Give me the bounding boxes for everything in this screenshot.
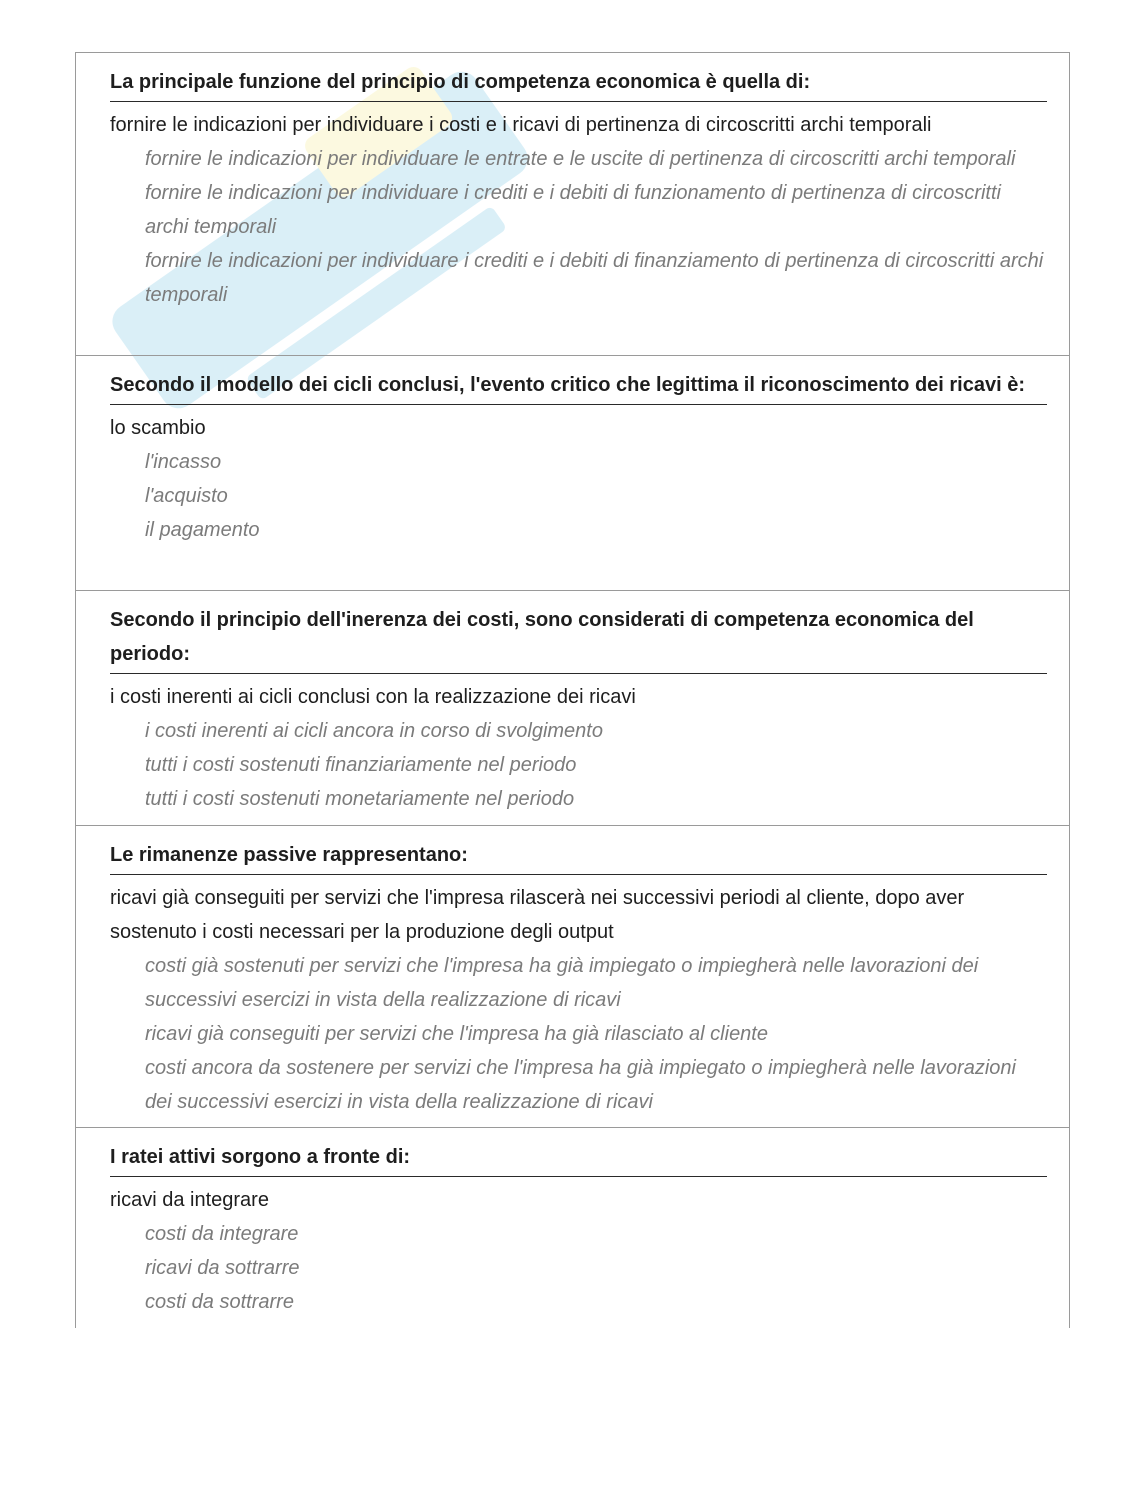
correct-answer: ricavi già conseguiti per servizi che l'impresa rilascerà nei successivi periodi al cliente, dopo aver sostenuto i costi necessari per la produzione degli output [110,887,965,943]
wrong-option: tutti i costi sostenuti finanziariamente nel periodo [145,754,577,776]
question-block-4 [76,826,1069,1119]
correct-answer: lo scambio [110,417,206,439]
wrong-option: costi da integrare [145,1223,299,1245]
correct-answer: i costi inerenti ai cicli conclusi con la realizzazione dei ricavi [110,686,636,708]
wrong-option: ricavi già conseguiti per servizi che l'impresa ha già rilasciato al cliente [145,1023,768,1045]
wrong-option: costi ancora da sostenere per servizi che l'impresa ha già impiegato o impiegherà nelle lavorazioni dei successivi esercizi in vista della realizzazione di ricavi [145,1057,1016,1113]
wrong-option: costi già sostenuti per servizi che l'impresa ha già impiegato o impiegherà nelle lavorazioni dei successivi esercizi in vista della realizzazione di ricavi [145,955,979,1011]
correct-answer: fornire le indicazioni per individuare i costi e i ricavi di pertinenza di circoscritti archi temporali [110,114,932,136]
quiz-sheet [75,52,1070,1328]
question-block-5 [76,1128,1069,1319]
wrong-option: ricavi da sottrarre [145,1257,300,1279]
wrong-option: l'incasso [145,451,222,473]
wrong-option: il pagamento [145,519,260,541]
wrong-option: fornire le indicazioni per individuare i crediti e i debiti di finanziamento di pertinenza di circoscritti archi temporali [145,250,1044,306]
question-text: La principale funzione del principio di competenza economica è quella di: [110,53,1047,102]
question-block-2 [76,356,1069,547]
question-block-1 [76,53,1069,312]
question-text: I ratei attivi sorgono a fronte di: [110,1128,1047,1177]
question-text: Secondo il modello dei cicli conclusi, l'evento critico che legittima il riconoscimento dei ricavi è: [110,356,1047,405]
question-text: Secondo il principio dell'inerenza dei costi, sono considerati di competenza economica del periodo: [110,591,1047,674]
question-block-3 [76,591,1069,816]
wrong-option: tutti i costi sostenuti monetariamente nel periodo [145,788,575,810]
wrong-option: fornire le indicazioni per individuare i crediti e i debiti di funzionamento di pertinenza di circoscritti archi temporali [145,182,1001,238]
wrong-option: i costi inerenti ai cicli ancora in corso di svolgimento [145,720,603,742]
wrong-option: fornire le indicazioni per individuare le entrate e le uscite di pertinenza di circoscritti archi temporali [145,148,1016,170]
question-text: Le rimanenze passive rappresentano: [110,826,1047,875]
correct-answer: ricavi da integrare [110,1189,269,1211]
wrong-option: l'acquisto [145,485,228,507]
wrong-option: costi da sottrarre [145,1291,294,1313]
